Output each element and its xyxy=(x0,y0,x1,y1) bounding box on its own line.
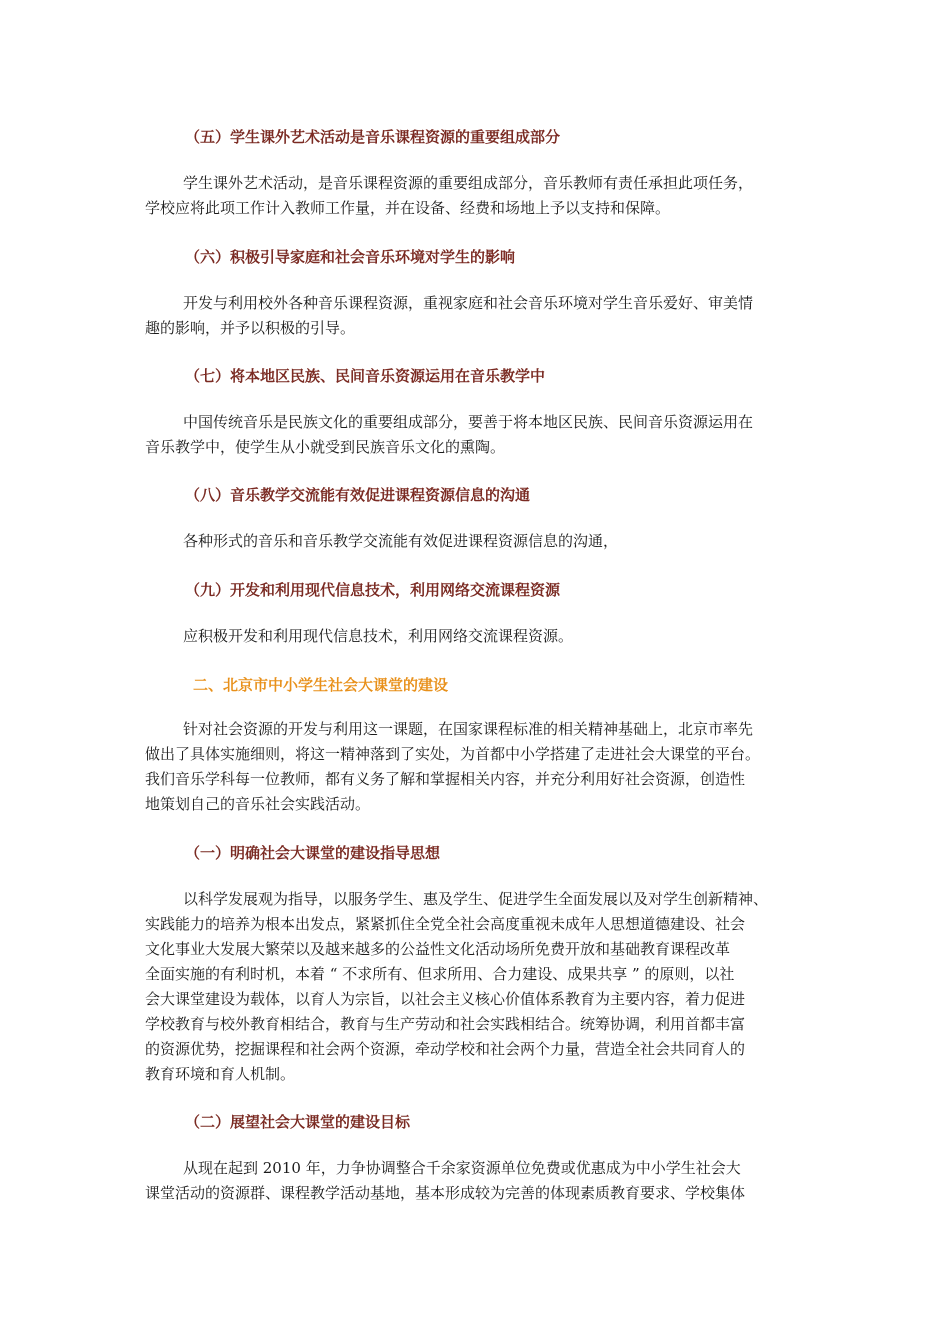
heading-7: （七）将本地区民族、民间音乐资源运用在音乐教学中 xyxy=(185,367,546,385)
text-line: 趣的影响，并予以积极的引导。 xyxy=(145,319,356,337)
sub-2-paragraph xyxy=(145,1156,815,1206)
text-line: 应积极开发和利用现代信息技术，利用网络交流课程资源。 xyxy=(183,627,574,645)
heading-6: （六）积极引导家庭和社会音乐环境对学生的影响 xyxy=(185,248,516,266)
text-line: 实践能力的培养为根本出发点，紧紧抓住全党全社会高度重视未成年人思想道德建设、社会 xyxy=(145,915,746,933)
text-line: 文化事业大发展大繁荣以及越来越多的公益性文化活动场所免费开放和基础教育课程改革 xyxy=(145,940,731,958)
text-line: 会大课堂建设为载体，以育人为宗旨，以社会主义核心价值体系教育为主要内容，着力促进 xyxy=(145,990,746,1008)
paragraph-5 xyxy=(145,171,815,221)
text-line: 中国传统音乐是民族文化的重要组成部分，要善于将本地区民族、民间音乐资源运用在 xyxy=(183,413,754,431)
text-line: 学校教育与校外教育相结合，教育与生产劳动和社会实践相结合。统筹协调，利用首都丰富 xyxy=(145,1015,746,1033)
paragraph-9 xyxy=(145,624,815,649)
paragraph-6 xyxy=(145,291,815,341)
text-line: 全面实施的有利时机，本着 “ 不求所有、但求所用、合力建设、成果共享 ” 的原则，以社 xyxy=(145,965,735,983)
text-line: 课堂活动的资源群、课程教学活动基地，基本形成较为完善的体现素质教育要求、学校集体 xyxy=(145,1184,746,1202)
text-line: 从现在起到 2010 年，力争协调整合千余家资源单位免费或优惠成为中小学生社会大 xyxy=(183,1159,741,1177)
heading-8: （八）音乐教学交流能有效促进课程资源信息的沟通 xyxy=(185,486,531,504)
paragraph-7 xyxy=(145,410,815,460)
text-line: 各种形式的音乐和音乐教学交流能有效促进课程资源信息的沟通， xyxy=(183,532,619,550)
text-line: 针对社会资源的开发与利用这一课题，在国家课程标准的相关精神基础上，北京市率先 xyxy=(183,720,754,738)
text-line: 学校应将此项工作计入教师工作量，并在设备、经费和场地上予以支持和保障。 xyxy=(145,199,671,217)
text-line: 音乐教学中，使学生从小就受到民族音乐文化的熏陶。 xyxy=(145,438,506,456)
text-line: 地策划自己的音乐社会实践活动。 xyxy=(145,795,371,813)
text-line: 我们音乐学科每一位教师，都有义务了解和掌握相关内容，并充分利用好社会资源，创造性 xyxy=(145,770,746,788)
sub-1-paragraph xyxy=(145,887,815,1087)
paragraph-8 xyxy=(145,529,815,554)
text-line: 的资源优势，挖掘课程和社会两个资源，牵动学校和社会两个力量，营造全社会共同育人的 xyxy=(145,1040,746,1058)
sub-1-heading: （一）明确社会大课堂的建设指导思想 xyxy=(185,844,441,862)
text-line: 教育环境和育人机制。 xyxy=(145,1065,296,1083)
text-line: 做出了具体实施细则，将这一精神落到了实处，为首都中小学搭建了走进社会大课堂的平台。 xyxy=(145,745,761,763)
text-line: 开发与利用校外各种音乐课程资源，重视家庭和社会音乐环境对学生音乐爱好、审美情 xyxy=(183,294,754,312)
sub-2-heading: （二）展望社会大课堂的建设目标 xyxy=(185,1113,411,1131)
heading-5: （五）学生课外艺术活动是音乐课程资源的重要组成部分 xyxy=(185,128,561,146)
text-line: 以科学发展观为指导，以服务学生、惠及学生、促进学生全面发展以及对学生创新精神、 xyxy=(183,890,769,908)
part-2-paragraph xyxy=(145,717,815,817)
text-line: 学生课外艺术活动，是音乐课程资源的重要组成部分，音乐教师有责任承担此项任务， xyxy=(183,174,754,192)
part-2-heading: 二、北京市中小学生社会大课堂的建设 xyxy=(193,676,449,694)
heading-9: （九）开发和利用现代信息技术，利用网络交流课程资源 xyxy=(185,581,561,599)
